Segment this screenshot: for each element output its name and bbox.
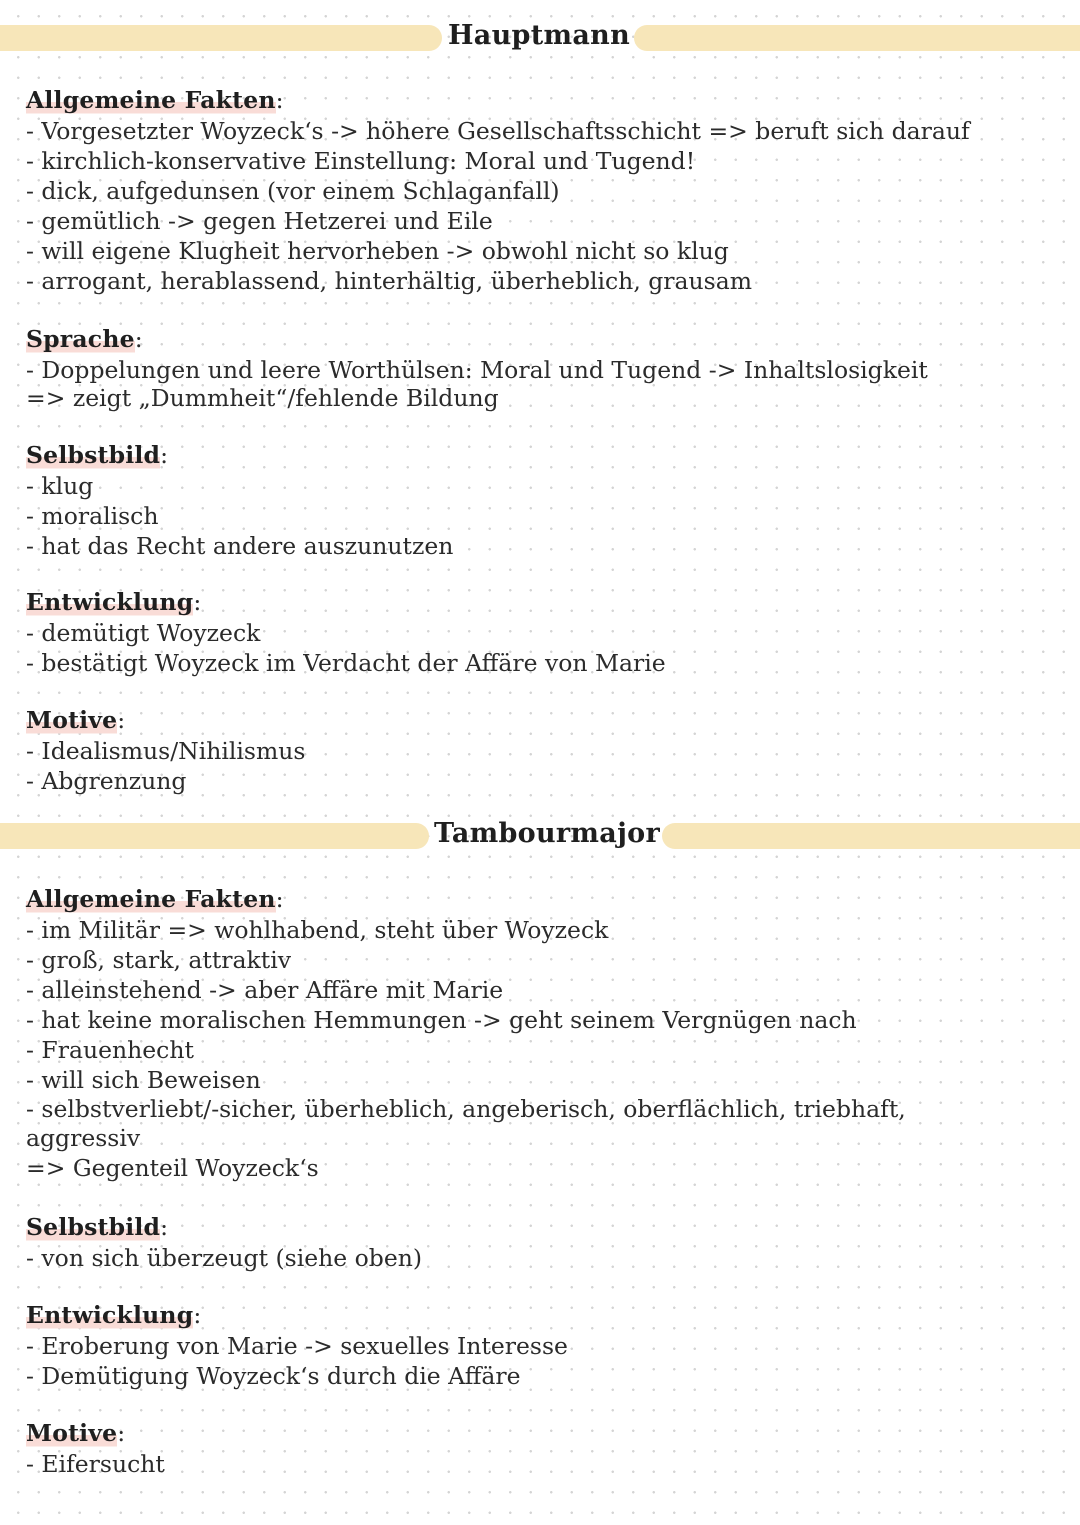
group-heading: Allgemeine Fakten bbox=[26, 885, 276, 913]
group-motive: Motive: - Idealismus/Nihilismus - Abgrenzung bbox=[26, 705, 1066, 796]
group-heading: Allgemeine Fakten bbox=[26, 86, 276, 114]
list-item: - bestätigt Woyzeck im Verdacht der Affäre von Marie bbox=[26, 649, 666, 677]
list-item: - demütigt Woyzeck bbox=[26, 619, 261, 647]
list-item: - Doppelungen und leere Worthülsen: Moral und Tugend -> Inhaltslosigkeit bbox=[26, 356, 928, 384]
list-item: - will sich Beweisen bbox=[26, 1066, 261, 1094]
group-selbstbild: Selbstbild: - von sich überzeugt (siehe oben) bbox=[26, 1212, 1066, 1273]
group-sprache: Sprache: - Doppelungen und leere Worthülsen: Moral und Tugend -> Inhaltslosigkeit => zeigt „Dummheit“/fehlende Bildung bbox=[26, 324, 1066, 413]
list-item: - groß, stark, attraktiv bbox=[26, 946, 292, 974]
group-entwicklung: Entwicklung: - demütigt Woyzeck - bestätigt Woyzeck im Verdacht der Affäre von Marie bbox=[26, 587, 1066, 678]
list-item: - klug bbox=[26, 472, 94, 500]
group-heading: Sprache bbox=[26, 325, 135, 353]
group-heading: Entwicklung bbox=[26, 588, 194, 616]
group-heading: Selbstbild bbox=[26, 1213, 161, 1241]
list-item: - Frauenhecht bbox=[26, 1036, 194, 1064]
list-item: - alleinstehend -> aber Affäre mit Marie bbox=[26, 976, 504, 1004]
list-item: - Eroberung von Marie -> sexuelles Interesse bbox=[26, 1332, 568, 1360]
group-entwicklung: Entwicklung: - Eroberung von Marie -> sexuelles Interesse - Demütigung Woyzeck‘s durch die Affäre bbox=[26, 1300, 1066, 1391]
list-item: - Demütigung Woyzeck‘s durch die Affäre bbox=[26, 1362, 521, 1390]
list-item: - Vorgesetzter Woyzeck‘s -> höhere Gesellschaftsschicht => beruft sich darauf bbox=[26, 117, 970, 145]
group-selbstbild: Selbstbild: - klug - moralisch - hat das Recht andere auszunutzen bbox=[26, 440, 1066, 561]
list-item: => Gegenteil Woyzeck‘s bbox=[26, 1154, 319, 1182]
section-title-band bbox=[0, 818, 1080, 849]
title-band-left bbox=[0, 823, 429, 849]
list-item: - Eifersucht bbox=[26, 1450, 165, 1478]
group-heading: Motive bbox=[26, 706, 118, 734]
group-heading: Motive bbox=[26, 1419, 118, 1447]
list-item: => zeigt „Dummheit“/fehlende Bildung bbox=[26, 384, 499, 412]
title-band-right bbox=[634, 25, 1080, 51]
list-item: - hat das Recht andere auszunutzen bbox=[26, 532, 454, 560]
list-item: - im Militär => wohlhabend, steht über Woyzeck bbox=[26, 916, 609, 944]
group-heading: Entwicklung bbox=[26, 1301, 194, 1329]
list-item: - dick, aufgedunsen (vor einem Schlaganfall) bbox=[26, 177, 560, 205]
list-item: - will eigene Klugheit hervorheben -> obwohl nicht so klug bbox=[26, 237, 729, 265]
section-title-band bbox=[0, 20, 1080, 51]
group-heading: Selbstbild bbox=[26, 441, 161, 469]
list-item: - moralisch bbox=[26, 502, 159, 530]
list-item: - arrogant, herablassend, hinterhältig, überheblich, grausam bbox=[26, 267, 753, 295]
list-item: - kirchlich-konservative Einstellung: Moral und Tugend! bbox=[26, 147, 696, 175]
list-item: - selbstverliebt/-sicher, überheblich, angeberisch, oberflächlich, triebhaft, aggressiv bbox=[26, 1095, 906, 1152]
group-allgemeine-fakten: Allgemeine Fakten: - im Militär => wohlhabend, steht über Woyzeck - groß, stark, attraktiv - alleinstehend -> aber Affäre mit Marie - hat keine moralischen Hemmungen -> geht seinem Vergnügen nach - Frauenhecht - will sich Beweisen - selbstverliebt/-sicher, überheblich, angeberisch, oberflächlich, triebhaft, aggressiv => Gegenteil Woyzeck‘s bbox=[26, 884, 1066, 1183]
section-title: Hauptmann bbox=[447, 20, 631, 51]
list-item: - Idealismus/Nihilismus bbox=[26, 737, 306, 765]
section-title: Tambourmajor bbox=[434, 818, 660, 849]
group-motive: Motive: - Eifersucht bbox=[26, 1418, 1066, 1479]
list-item: - gemütlich -> gegen Hetzerei und Eile bbox=[26, 207, 493, 235]
list-item: - hat keine moralischen Hemmungen -> geht seinem Vergnügen nach bbox=[26, 1006, 857, 1034]
group-allgemeine-fakten: Allgemeine Fakten: - Vorgesetzter Woyzeck‘s -> höhere Gesellschaftsschicht => beruft sich darauf - kirchlich-konservative Einstellung: Moral und Tugend! - dick, aufgedunsen (vor einem Schlaganfall) - gemütlich -> gegen Hetzerei und Eile - will eigene Klugheit hervorheben -> obwohl nicht so klug - arrogant, herablassend, hinterhältig, überheblich, grausam bbox=[26, 85, 1066, 296]
list-item: - Abgrenzung bbox=[26, 767, 187, 795]
title-band-left bbox=[0, 25, 442, 51]
title-band-right bbox=[662, 823, 1080, 849]
list-item: - von sich überzeugt (siehe oben) bbox=[26, 1244, 423, 1272]
